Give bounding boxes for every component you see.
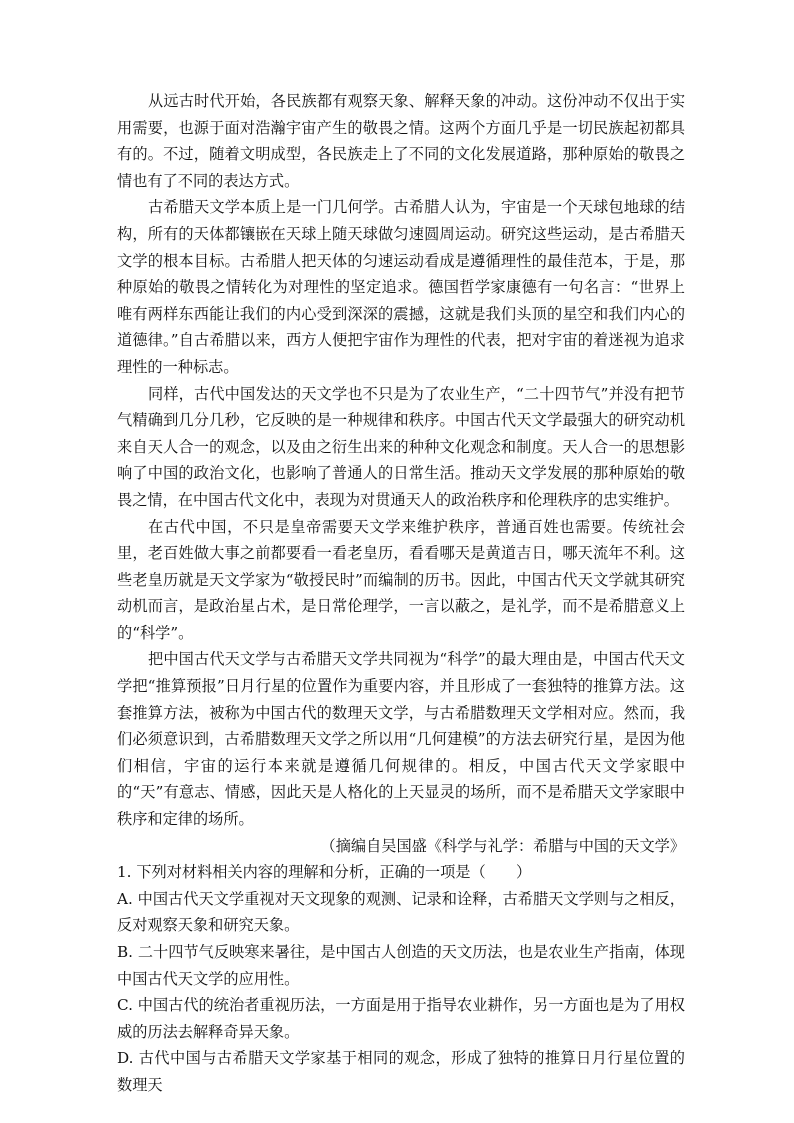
article-paragraph-5: 把中国古代天文学与古希腊天文学共同视为“科学”的最大理由是，中国古代天文学把“推算预报”日月行星的位置作为重要内容，并且形成了一套独特的推算方法。这套推算方法，被称为中国古代的数理天文学，与古希腊数理天文学相对应。然而，我们必须意识到，古希腊数理天文学之所以用“几何建模”的方法去研究行星，是因为他们相信，宇宙的运行本来就是遵循几何规律的。相反，中国古代天文学家眼中的“天”有意志、情感，因此天是人格化的上天显灵的场所，而不是希腊天文学家眼中秩序和定律的场所。 — [117, 650, 685, 829]
document-page — [117, 88, 685, 1099]
question-stem: 1. 下列对材料相关内容的理解和分析，正确的一项是（ ） — [117, 863, 532, 882]
question-option-d: D. 古代中国与古希腊天文学家基于相同的观念，形成了独特的推算日月行星位置的数理天 — [117, 1049, 685, 1094]
article-paragraph-3: 同样，古代中国发达的天文学也不只是为了农业生产，“二十四节气”并没有把节气精确到几分几秒，它反映的是一种规律和秩序。中国古代天文学最强大的研究动机来自天人合一的观念，以及由之衍生出来的种种文化观念和制度。天人合一的思想影响了中国的政治文化，也影响了普通人的日常生活。推动天文学发展的那种原始的敬畏之情，在中国古代文化中，表现为对贯通天人的政治秩序和伦理秩序的忠实维护。 — [117, 384, 685, 509]
article-paragraph-1: 从远古时代开始，各民族都有观察天象、解释天象的冲动。这份冲动不仅出于实用需要，也源于面对浩瀚宇宙产生的敬畏之情。这两个方面几乎是一切民族起初都具有的。不过，随着文明成型，各民族走上了不同的文化发展道路，那种原始的敬畏之情也有了不同的表达方式。 — [117, 92, 685, 190]
question-option-b: B. 二十四节气反映寒来暑往，是中国古人创造的天文历法，也是农业生产指南，体现中国古代天文学的应用性。 — [117, 943, 685, 988]
article-paragraph-4: 在古代中国，不只是皇帝需要天文学来维护秩序，普通百姓也需要。传统社会里，老百姓做大事之前都要看一看老皇历，看看哪天是黄道吉日，哪天流年不利。这些老皇历就是天文学家为“敬授民时”而编制的历书。因此，中国古代天文学就其研究动机而言，是政治星占术，是日常伦理学，一言以蔽之，是礼学，而不是希腊意义上的“科学”。 — [117, 517, 685, 642]
article-paragraph-2: 古希腊天文学本质上是一门几何学。古希腊人认为，宇宙是一个天球包地球的结构，所有的天体都镶嵌在天球上随天球做匀速圆周运动。研究这些运动，是古希腊天文学的根本目标。古希腊人把天体的匀速运动看成是遵循理性的最佳范本，于是，那种原始的敬畏之情转化为对理性的坚定追求。德国哲学家康德有一句名言：“世界上唯有两样东西能让我们的内心受到深深的震撼，这就是我们头顶的星空和我们内心的道德律。”自古希腊以来，西方人便把宇宙作为理性的代表，把对宇宙的着迷视为追求理性的一种标志。 — [117, 198, 685, 376]
article-source: （摘编自吴国盛《科学与礼学：希腊与中国的天文学》 — [320, 836, 685, 855]
question-option-c: C. 中国古代的统治者重视历法，一方面是用于指导农业耕作，另一方面也是为了用权威的历法去解释奇异天象。 — [117, 996, 685, 1041]
question-option-a: A. 中国古代天文学重视对天文现象的观测、记录和诠释，古希腊天文学则与之相反，反对观察天象和研究天象。 — [117, 889, 685, 935]
